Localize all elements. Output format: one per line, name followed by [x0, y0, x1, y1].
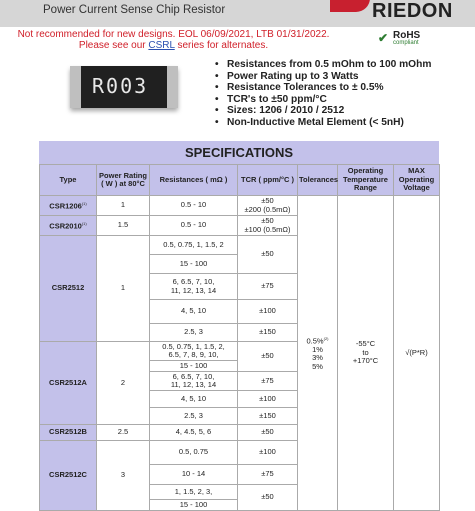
table-header-row [40, 165, 440, 196]
temp-value: +170°C [352, 356, 379, 366]
resistance-cell: 15 - 100 [150, 361, 238, 372]
table-row [40, 196, 440, 216]
col-header-power: Power Rating ( W ) at 80°C [97, 165, 150, 196]
tcr-cell: ±75 [238, 372, 298, 391]
resistance-cell [150, 274, 238, 300]
resistance-cell: 0.5, 0.75 [150, 441, 238, 465]
logo-swoosh-icon [330, 0, 370, 12]
tcr-cell: ±100 [238, 441, 298, 465]
feature-list [215, 59, 431, 128]
tcr-cell [238, 216, 298, 236]
power-cell: 3 [97, 441, 150, 511]
tolerance-value: 5% [312, 361, 323, 371]
notice-text: Please see our [78, 40, 149, 51]
resistance-cell: 4, 5, 10 [150, 391, 238, 408]
resistance-cell [150, 342, 238, 361]
tcr-value: ±200 (0.5mΩ) [244, 204, 291, 214]
power-cell: 1 [97, 196, 150, 216]
resistance-cell [150, 372, 238, 391]
temp-value: -55°C [355, 339, 376, 349]
tolerance-value: 0.5% [306, 336, 324, 346]
tolerance-value: 3% [312, 353, 323, 363]
brand-logo [330, 0, 475, 28]
resistance-line: 6, 6.5, 7, 10, [172, 371, 215, 381]
resistance-line: 6, 6.5, 7, 10, [172, 277, 215, 286]
power-cell: 2 [97, 342, 150, 425]
tcr-cell: ±50 [238, 342, 298, 372]
chip-marking: R003 [92, 74, 149, 98]
tcr-value: ±100 (0.5mΩ) [244, 224, 291, 234]
document-title: Power Current Sense Chip Resistor [43, 4, 226, 16]
type-label: CSR1206 [49, 201, 82, 211]
footnote-ref: (1) [81, 201, 87, 206]
resistance-cell: 15 - 100 [150, 255, 238, 274]
resistance-cell: 10 - 14 [150, 465, 238, 485]
brand-name: RIEDON [372, 0, 453, 22]
notice-text-end: series for alternates. [174, 40, 269, 51]
chip-terminal-right [167, 66, 178, 108]
resistance-cell: 2.5, 3 [150, 408, 238, 425]
eol-notice: Not recommended for new designs. EOL 06/09/2021, LTB 01/31/2022. [17, 29, 330, 40]
tolerance-value: 1% [312, 344, 323, 354]
specifications-title: SPECIFICATIONS [39, 141, 439, 164]
rohs-badge [378, 30, 448, 48]
tcr-cell: ±75 [238, 274, 298, 300]
power-cell: 1 [97, 236, 150, 342]
type-label: CSR2010 [49, 221, 82, 231]
resistance-cell: 0.5 - 10 [150, 216, 238, 236]
resistance-line: 6.5, 7, 8, 9, 10, [168, 350, 219, 359]
col-header-type: Type [40, 165, 97, 196]
type-cell: CSR2512A [40, 342, 97, 425]
type-cell [40, 216, 97, 236]
temp-value: to [362, 347, 369, 357]
resistance-cell: 2.5, 3 [150, 324, 238, 342]
type-cell: CSR2512B [40, 425, 97, 441]
specifications-table [39, 164, 440, 511]
col-header-resistances: Resistances ( mΩ ) [150, 165, 238, 196]
tcr-value: ±50 [261, 216, 274, 225]
voltage-cell: √(P*R) [394, 196, 440, 511]
rohs-label: RoHS [393, 30, 421, 41]
resistance-line: 11, 12, 13, 14 [170, 285, 217, 295]
header-bar [0, 0, 475, 27]
chip-resistor-image [70, 66, 178, 108]
resistance-cell: 0.5, 0.75, 1, 1.5, 2 [150, 236, 238, 255]
csrl-link[interactable]: CSRL [148, 40, 175, 51]
resistance-line: 11, 12, 13, 14 [170, 380, 217, 389]
rohs-compliant: compliant [393, 40, 419, 46]
resistance-cell: 4, 5, 10 [150, 300, 238, 324]
alternates-notice [0, 40, 347, 51]
power-cell: 2.5 [97, 425, 150, 441]
tcr-cell: ±100 [238, 391, 298, 408]
type-cell: CSR2512 [40, 236, 97, 342]
feature-item: • Non-Inductive Metal Element (< 5nH) [215, 117, 431, 129]
resistance-cell: 1, 1.5, 2, 3, [150, 485, 238, 500]
power-cell: 1.5 [97, 216, 150, 236]
tcr-value: ±50 [261, 196, 274, 205]
resistance-cell: 0.5 - 10 [150, 196, 238, 216]
tcr-cell: ±150 [238, 408, 298, 425]
tcr-cell: ±50 [238, 236, 298, 274]
tcr-cell: ±75 [238, 465, 298, 485]
tcr-cell [238, 196, 298, 216]
feature-item: • Power Rating up to 3 Watts [215, 71, 431, 83]
col-header-tolerances: Tolerances [298, 165, 338, 196]
tcr-cell: ±100 [238, 300, 298, 324]
feature-item: • Resistances from 0.5 mOhm to 100 mOhm [215, 59, 431, 71]
col-header-temperature: Operating Temperature Range [338, 165, 394, 196]
resistance-cell: 15 - 100 [150, 500, 238, 511]
feature-item: • Sizes: 1206 / 2010 / 2512 [215, 105, 431, 117]
tcr-cell: ±50 [238, 485, 298, 511]
resistance-cell: 4, 4.5, 5, 6 [150, 425, 238, 441]
footnote-ref: (2) [323, 335, 329, 341]
feature-item: • TCR's to ±50 ppm/°C [215, 94, 431, 106]
col-header-tcr: TCR ( ppm/°C ) [238, 165, 298, 196]
resistance-line: 0.5, 0.75, 1, 1.5, 2, [162, 341, 225, 351]
tcr-cell: ±150 [238, 324, 298, 342]
col-header-voltage: MAX Operating Voltage [394, 165, 440, 196]
chip-terminal-left [70, 66, 81, 108]
feature-item: • Resistance Tolerances to ± 0.5% [215, 82, 431, 94]
footnote-ref: (1) [81, 221, 87, 226]
tolerances-cell [298, 196, 338, 511]
tcr-cell: ±50 [238, 425, 298, 441]
type-cell [40, 196, 97, 216]
type-cell: CSR2512C [40, 441, 97, 511]
rohs-check-icon: ✔ [378, 31, 389, 45]
temperature-cell [338, 196, 394, 511]
